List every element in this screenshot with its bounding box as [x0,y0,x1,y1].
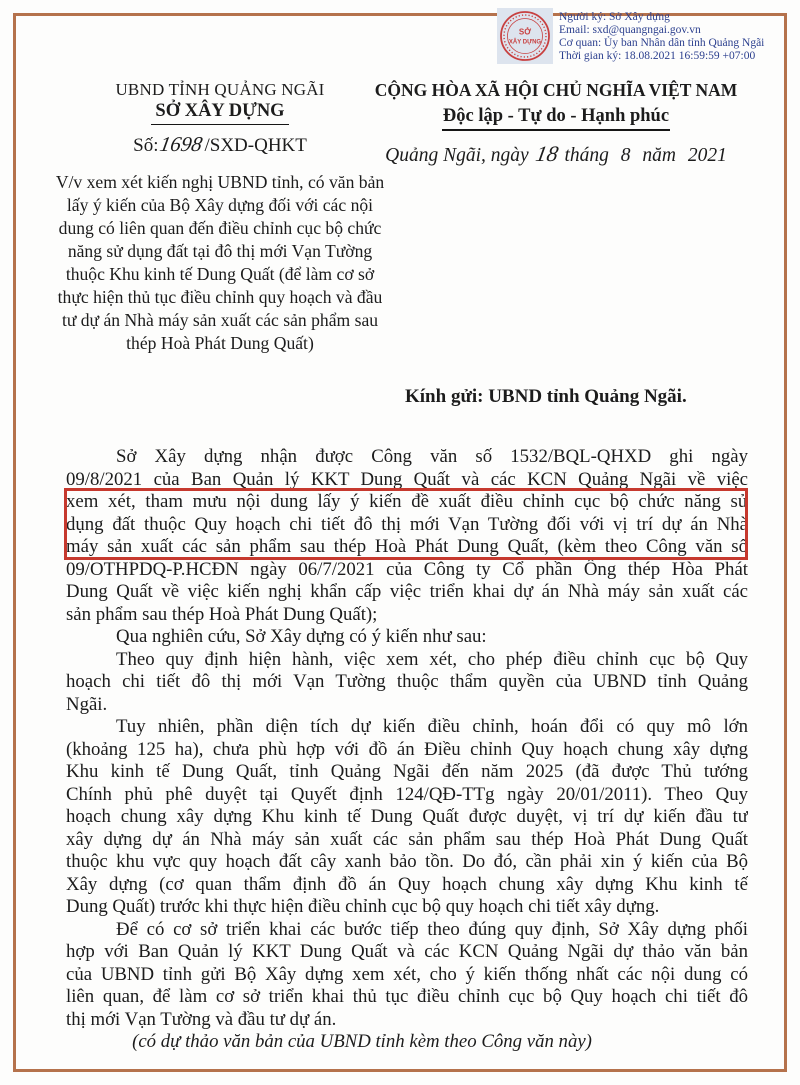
body-line: dụng đất thuộc Quy hoạch chi tiết đô thị mới Vạn Tường đối với vị trí dự án Nhà [66,513,748,535]
recipient-line: Kính gửi: UBND tỉnh Quảng Ngãi. [405,386,687,407]
signing-time-line: Thời gian ký: 18.08.2021 16:59:59 +07:00 [559,50,756,62]
national-header [372,80,740,167]
body-line: sản phẩm sau thép Hoà Phát Dung Quất); [66,603,378,625]
body-line: hợp với Ban Quản lý KKT Dung Quất và các KCN Quảng Ngãi dự thảo văn bản [66,941,748,962]
body-line: thị mới Vạn Tường và đầu tư dự án. [66,1008,337,1030]
body-line: Sở Xây dựng nhận được Công văn số 1532/BQL-QHXD ghi ngày [116,446,748,467]
issuer-header [50,80,390,355]
body-line: Chính phủ phê duyệt tại Quyết định 124/QĐ-TTg ngày 20/01/2011). Theo Quy [66,783,748,805]
document-number [50,132,390,157]
body-line: xem xét, tham mưu nội dung lấy ý kiến đề xuất điều chỉnh cục bộ chức năng sử [66,491,748,512]
body-line: máy sản xuất các sản phẩm sau thép Hoà Phát Dung Quất, (kèm theo Công văn số [66,536,748,557]
body-line: Theo quy định hiện hành, việc xem xét, cho phép điều chỉnh cục bộ Quy [116,648,748,670]
body-line: Tuy nhiên, phần diện tích dự kiến điều chỉnh, hoán đổi có quy mô lớn [116,716,748,737]
body-line: liên quan, để làm cơ sở triển khai thủ tục điều chỉnh cục bộ Quy hoạch chi tiết đô [66,986,748,1007]
body-line: hoạch chi tiết đô thị mới Vạn Tường thuộc thẩm quyền của UBND tỉnh Quảng [66,671,748,692]
date-suffix: tháng 8 năm 2021 [564,145,727,166]
digital-signature-block [497,8,764,64]
body-line: hoạch chung xây dựng Khu kinh tế Dung Quất được duyệt, vị trí dự kiến đầu tư [66,806,748,827]
body-line: 09/8/2021 của Ban Quản lý KKT Dung Quất và các KCN Quảng Ngãi về việc [66,468,748,490]
body-line: Để có cơ sở triển khai các bước tiếp theo đúng quy định, Sở Xây dựng phối [116,918,748,940]
body-line: Qua nghiên cứu, Sở Xây dựng có ý kiến như sau: [116,626,487,647]
body-line: (có dự thảo văn bản của UBND tỉnh kèm theo Công văn này) [132,1031,592,1052]
body-line: 09/OTHPDQ-P.HCĐN ngày 06/7/2021 của Công ty Cổ phần Ống thép Hòa Phát [66,558,748,580]
body-line: xây dựng dự án Nhà máy sản xuất các sản phẩm sau thép Hoà Phát Dung Quất [66,828,748,850]
body-line: của UBND tỉnh gửi Bộ Xây dựng xem xét, cho ý kiến thống nhất các nội dung có [66,963,748,985]
signature-details [559,8,764,64]
seal-text-line2: XÂY DỰNG [508,39,542,46]
body-line: Dung Quất) trước khi thực hiện điều chỉnh cục bộ quy hoạch chi tiết xây dựng. [66,896,660,917]
body-line: Ngãi. [66,693,108,715]
place-and-date [372,141,740,167]
parent-authority: UBND TỈNH QUẢNG NGÃI [115,80,325,99]
department-seal [497,8,553,64]
seal-text-line1: SỞ [518,27,532,37]
doc-no-prefix: Số: [133,135,159,156]
body-line: (khoảng 125 ha), chưa phù hợp với đồ án Điều chỉnh Quy hoạch chung xây dựng [66,738,748,760]
national-title: CỘNG HÒA XÃ HỘI CHỦ NGHĨA VIỆT NAM [374,80,738,100]
national-motto: Độc lập - Tự do - Hạnh phúc [372,106,740,127]
signer-email-line: Email: sxd@quangngai.gov.vn [559,24,701,36]
doc-no-suffix: /SXD-QHKT [204,135,307,156]
seal-icon [497,8,553,64]
document-subject: V/v xem xét kiến nghị UBND tỉnh, có văn bản lấy ý kiến của Bộ Xây dựng đối với các nội dung có liên quan đến điều chỉnh cục bộ chức năng sử dụng đất tại đô thị mới Vạn Tường thuộc Khu kinh tế Dung Quất (để làm cơ sở thực hiện thủ tục điều chỉnh quy hoạch và đầu tư dự án Nhà máy sản xuất các sản phẩm sau thép Hoà Phát Dung Quất) [55,172,385,353]
doc-no-handwritten: 1698 [158,132,205,156]
signer-line: Người ký: Sở Xây dựng [559,11,670,23]
body-line: Dung Quất về việc kiến nghị khẩn cấp việc triển khai dự án Nhà máy sản xuất các [66,581,748,602]
document-body [66,446,748,1054]
body-line: Khu kinh tế Dung Quất, tỉnh Quảng Ngãi đến năm 2025 (đã được Thủ tướng [66,761,748,782]
date-prefix: Quảng Ngãi, ngày [385,145,529,166]
body-line: Xây dựng (cơ quan thẩm định đồ án Quy hoạch chung xây dựng Khu kinh tế [66,873,748,895]
signer-agency-line: Cơ quan: Ủy ban Nhân dân tỉnh Quảng Ngãi [559,37,765,49]
body-line: thuộc khu vực quy hoạch đất cây xanh bảo tồn. Do đó, cần phải xin ý kiến của Bộ [66,851,748,872]
date-day-handwritten: 18 [533,141,560,166]
issuing-authority: SỞ XÂY DỰNG [50,101,390,122]
